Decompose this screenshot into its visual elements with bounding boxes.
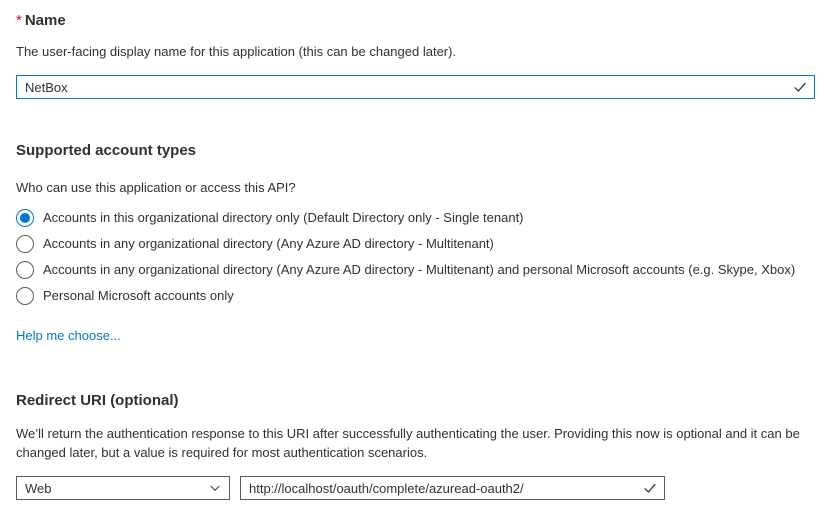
name-input[interactable] (17, 76, 814, 98)
redirect-uri-input-container (240, 476, 665, 500)
redirect-uri-heading: Redirect URI (optional) (16, 392, 179, 409)
name-field-description: The user-facing display name for this application (this can be changed later). (16, 44, 457, 59)
radio-button-icon[interactable] (16, 235, 34, 253)
radio-button-icon[interactable] (16, 261, 34, 279)
account-types-radio-group (16, 205, 815, 309)
name-field-label (16, 12, 815, 30)
radio-option-label: Accounts in this organizational directory only (Default Directory only - Single tenant) (43, 210, 524, 225)
radio-option-single-tenant[interactable] (16, 205, 815, 231)
radio-option-label: Accounts in any organizational directory (Any Azure AD directory - Multitenant) (43, 236, 494, 251)
radio-option-label: Accounts in any organizational directory (Any Azure AD directory - Multitenant) and personal Microsoft accounts (e.g. Skype, Xbox) (43, 262, 796, 277)
platform-select[interactable] (16, 476, 230, 500)
chevron-down-icon (209, 482, 221, 494)
valid-check-icon (643, 481, 657, 495)
app-registration-form (0, 12, 829, 500)
redirect-uri-description: We’ll return the authentication response to this URI after successfully authenticating the user. Providing this now is optional and it can be changed later, but a value is required for most authentication scenarios. (16, 426, 800, 460)
required-marker: * (16, 12, 22, 29)
redirect-uri-row (16, 476, 815, 500)
name-label-text: Name (24, 12, 66, 29)
radio-button-icon[interactable] (16, 287, 34, 305)
radio-option-personal-only[interactable] (16, 283, 815, 309)
radio-button-icon[interactable] (16, 209, 34, 227)
name-input-container (16, 75, 815, 99)
redirect-uri-input[interactable] (241, 477, 664, 499)
account-types-heading: Supported account types (16, 142, 197, 159)
radio-option-multitenant-personal[interactable] (16, 257, 815, 283)
radio-option-label: Personal Microsoft accounts only (43, 288, 234, 303)
platform-select-value: Web (25, 480, 52, 496)
account-types-question: Who can use this application or access this API? (16, 180, 296, 195)
help-me-choose-link[interactable]: Help me choose... (16, 328, 121, 343)
radio-option-multitenant[interactable] (16, 231, 815, 257)
valid-check-icon (793, 80, 807, 94)
